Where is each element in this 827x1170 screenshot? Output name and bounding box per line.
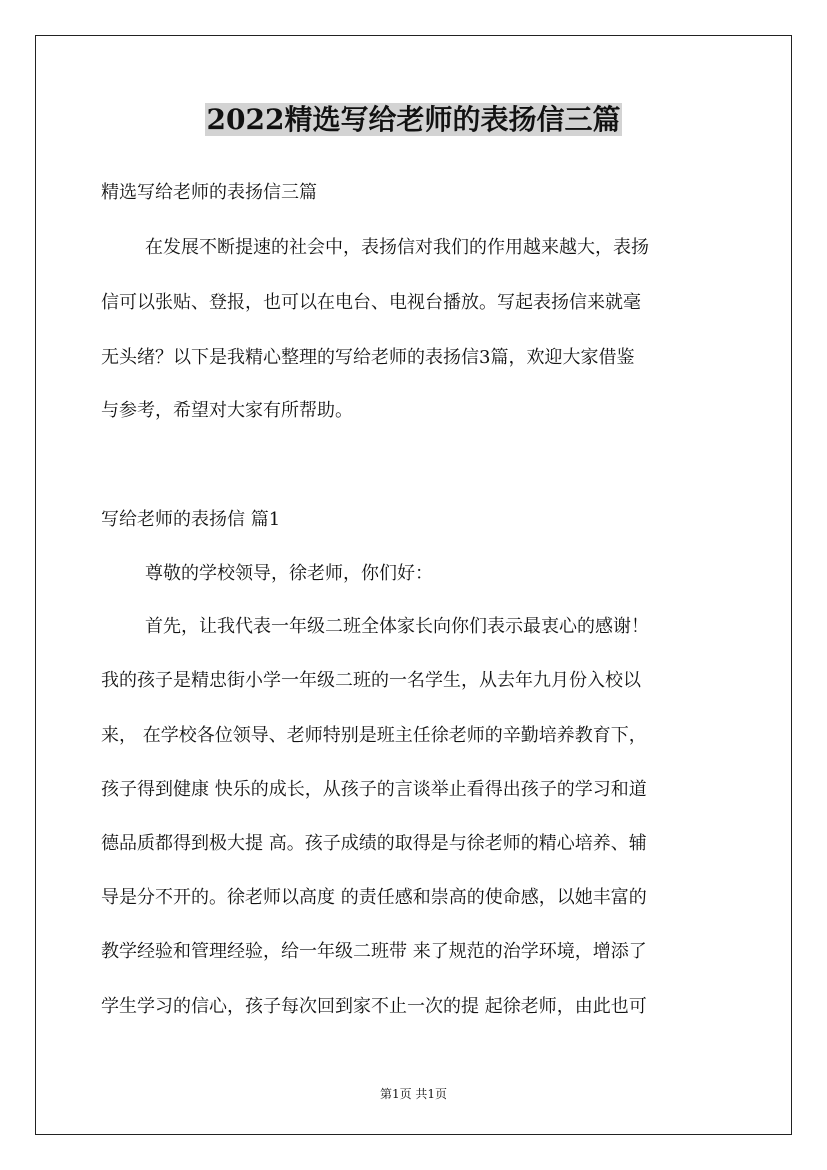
document-title-container <box>0 100 827 140</box>
body-line-5: 德品质都得到极大提 高。孩子成绩的取得是与徐老师的精心培养、辅 <box>101 833 647 854</box>
body-line-1: 首先，让我代表一年级二班全体家长向你们表示最衷心的感谢！ <box>145 616 649 637</box>
body-line-7: 教学经验和管理经验，给一年级二班带 来了规范的治学环境，增添了 <box>101 941 647 962</box>
intro-line-1: 在发展不断提速的社会中，表扬信对我们的作用越来越大，表扬 <box>145 237 649 258</box>
body-line-8: 学生学习的信心，孩子每次回到家不止一次的提 起徐老师，由此也可 <box>101 996 647 1017</box>
intro-line-4: 与参考，希望对大家有所帮助。 <box>101 400 353 421</box>
intro-line-3: 无头绪？以下是我精心整理的写给老师的表扬信3篇，欢迎大家借鉴 <box>101 347 635 368</box>
body-line-4: 孩子得到健康 快乐的成长，从孩子的言谈举止看得出孩子的学习和道 <box>101 779 647 800</box>
salutation: 尊敬的学校领导，徐老师，你们好： <box>145 563 433 584</box>
subtitle: 精选写给老师的表扬信三篇 <box>101 182 317 203</box>
page-footer: 第1页 共1页 <box>379 1087 448 1101</box>
body-line-6: 导是分不开的。徐老师以高度 的责任感和崇高的使命感，以她丰富的 <box>101 887 647 908</box>
body-line-2: 我的孩子是精忠街小学一年级二班的一名学生，从去年九月份入校以 <box>101 670 641 691</box>
body-line-3: 来， 在学校各位领导、老师特别是班主任徐老师的辛勤培养教育下， <box>101 725 647 746</box>
document-title: 2022精选写给老师的表扬信三篇 <box>206 103 621 136</box>
section-heading: 写给老师的表扬信 篇1 <box>101 509 281 530</box>
intro-line-2: 信可以张贴、登报，也可以在电台、电视台播放。写起表扬信来就毫 <box>101 292 641 313</box>
